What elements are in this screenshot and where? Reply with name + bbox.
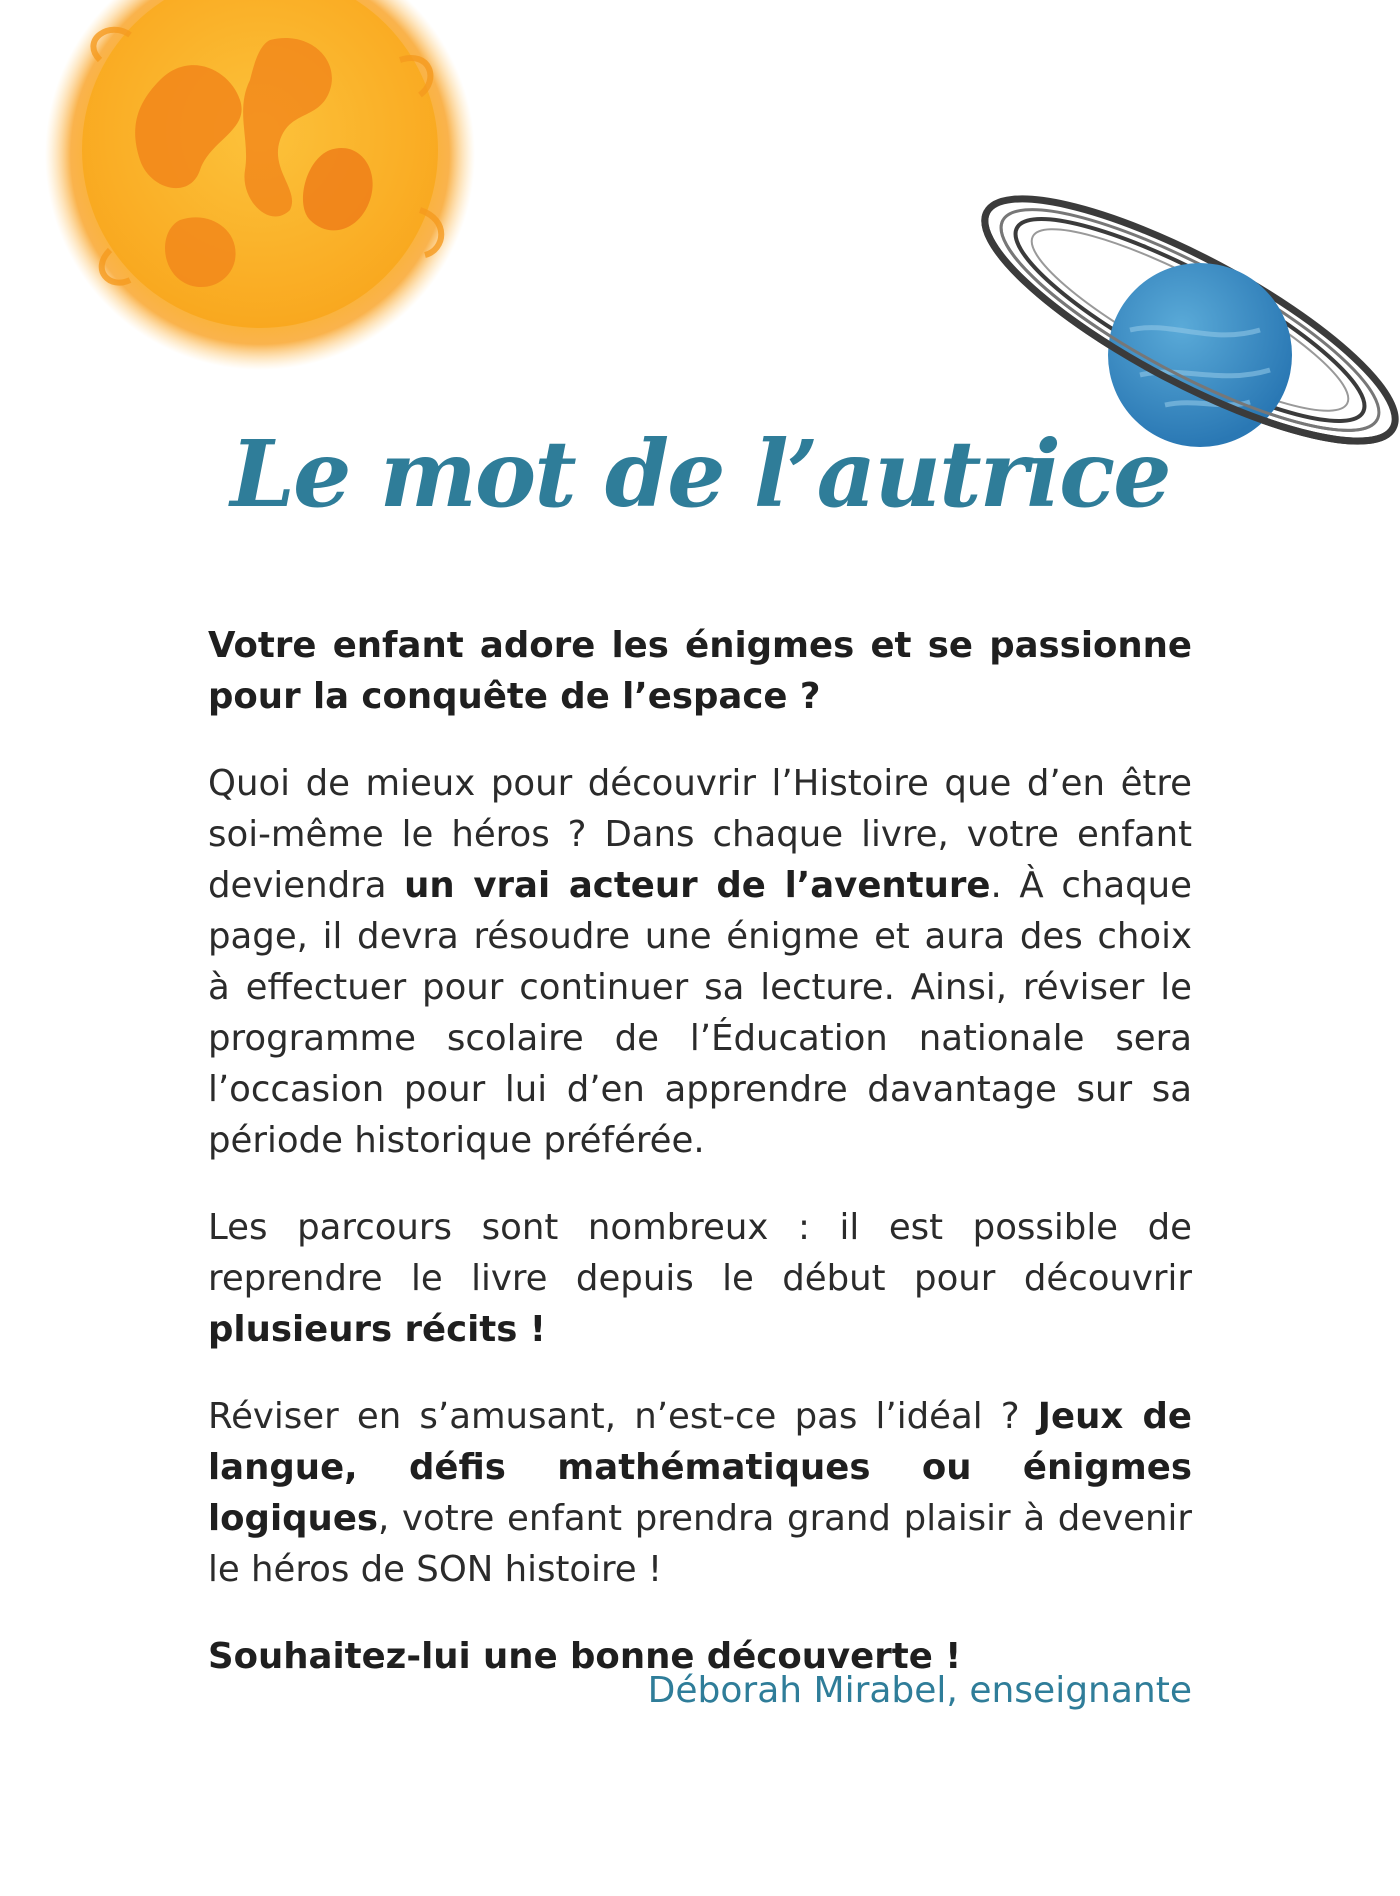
paragraph-4-text-c: , votre enfant prendra grand plaisir à devenir le héros de SON histoire ! bbox=[208, 1498, 1192, 1590]
paragraph-3-bold: plusieurs récits ! bbox=[208, 1309, 546, 1350]
paragraph-4-bold: Jeux de langue, défis mathématiques ou énigmes logiques bbox=[208, 1396, 1192, 1539]
paragraph-games bbox=[208, 1391, 1192, 1595]
intro-text bbox=[208, 620, 1192, 1718]
sun-illustration bbox=[40, 0, 480, 370]
page-title: Le mot de l’autrice bbox=[230, 420, 1170, 528]
paragraph-question bbox=[208, 620, 1192, 722]
paragraph-paths bbox=[208, 1202, 1192, 1355]
paragraph-5-bold: Souhaitez-lui une bonne découverte ! bbox=[208, 1636, 962, 1677]
paragraph-1-bold: Votre enfant adore les énigmes et se passionne pour la conquête de l’espace ? bbox=[208, 625, 1192, 717]
paragraph-4-text-a: Réviser en s’amusant, n’est-ce pas l’idéal ? bbox=[208, 1396, 1038, 1437]
paragraph-2-bold: un vrai acteur de l’aventure bbox=[404, 865, 991, 906]
paragraph-2-text-a: Quoi de mieux pour découvrir l’Histoire que d’en être soi-même le héros ? Dans chaque livre, votre enfant deviendra bbox=[208, 763, 1192, 906]
paragraph-history bbox=[208, 758, 1192, 1166]
paragraph-2-text-c: . À chaque page, il devra résoudre une énigme et aura des choix à effectuer pour continuer sa lecture. Ainsi, réviser le programme scolaire de l’Éducation nationale sera l’occasion pour lui d’en apprendre davantage sur sa période historique préférée. bbox=[208, 865, 1192, 1161]
author-signature: Déborah Mirabel, enseignante bbox=[647, 1670, 1192, 1711]
paragraph-3-text-a: Les parcours sont nombreux : il est possible de reprendre le livre depuis le début pour découvrir bbox=[208, 1207, 1192, 1299]
